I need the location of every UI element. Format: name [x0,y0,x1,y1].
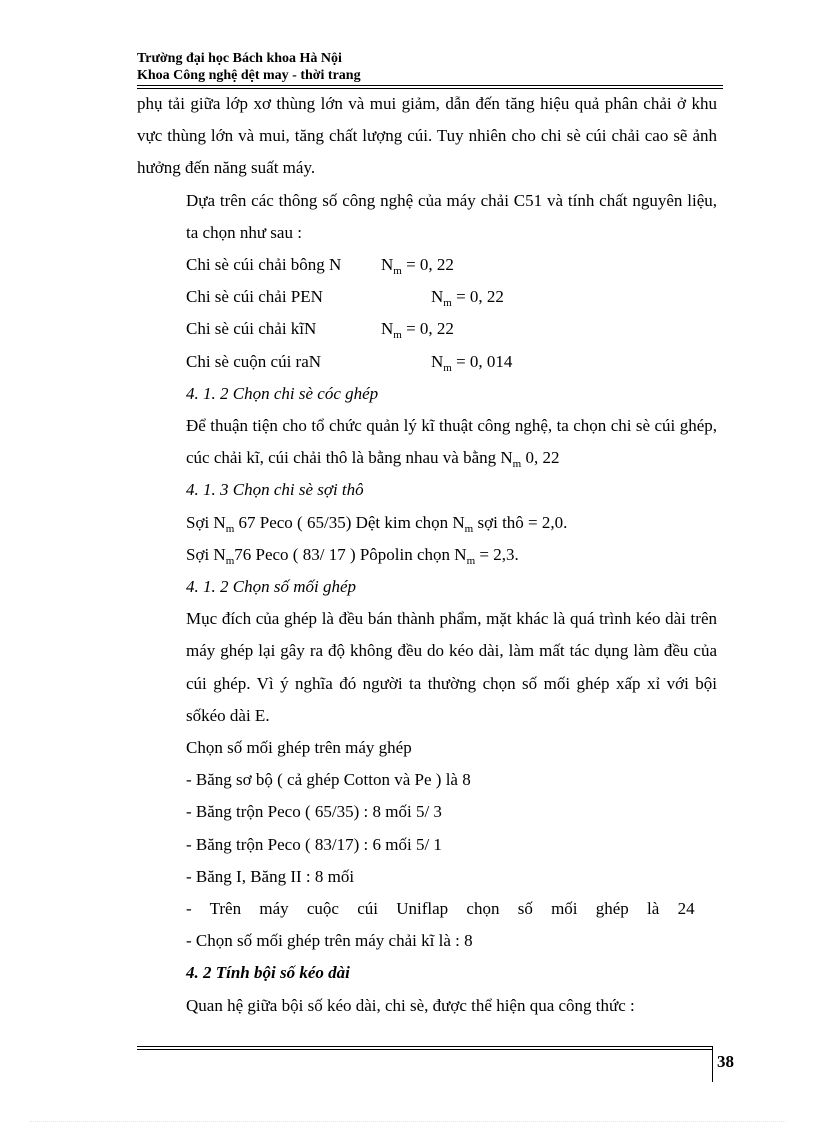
spec-value: = 0, 22 [456,287,504,307]
list-item: - Băng trộn Peco ( 83/17) : 6 mối 5/ 1 [186,834,442,854]
list-item: - Băng trộn Peco ( 65/35) : 8 mối 5/ 3 [186,802,442,822]
list-item: - Băng sơ bộ ( cả ghép Cotton và Pe ) là 8 [186,770,471,790]
spec-label: Chi sè cúi chải PEN [186,287,323,307]
yarn-row-1: Sợi $N_m$ 67 Peco ( 65/35) Dệt kim chọn $N_m$ sợi thô = 2,0. [186,512,568,535]
spec-label: Chi sè cúi chải kĩN [186,319,317,339]
header-rule-top [137,85,723,86]
paragraph-convenience: Để thuận tiện cho tổ chức quản lý kĩ thuật công nghệ, ta chọn chi sè cúi ghép, cúc chải kĩ, cúi chải thô là bằng nhau và bằng $N_m$ 0, 22 [186,416,717,471]
footer-rule-bottom [137,1049,713,1050]
paragraph-parameters: Dựa trên các thông số công nghệ của máy chải C51 và tính chất nguyên liệu, ta chọn như sau : [186,190,717,242]
spec-row-cotton: Chi sè cúi chải bông N $N_m = 0$, 22 [137,249,717,281]
list-item: - Chọn số mối ghép trên máy chải kĩ là : 8 [186,931,473,951]
header-faculty: Khoa Công nghệ dệt may - thời trang [137,68,361,83]
page-number: 38 [717,1052,734,1071]
spec-label: Chi sè cuộn cúi raN [186,351,322,371]
section-heading-4-1-2-doubling: 4. 1. 2 Chọn số mối ghép [186,577,356,597]
paragraph-load: phụ tải giữa lớp xơ thùng lớn và mui giảm, dẫn đến tăng hiệu quả phân chải ở khu vực thùng lớn và mui, tăng chất lượng cúi. Tuy nhiên cho chi sè cúi chải cao sẽ ảnh hưởng đến năng suất máy. [137,94,717,178]
page-edge-dotted-line [30,1121,786,1122]
list-item: - Trên máy cuộc cúi Uniflap chọn số mối ghép là 24 [186,899,695,919]
paragraph-purpose: Mục đích của ghép là đều bán thành phẩm, mặt khác là quá trình kéo dài trên máy ghép lại gây ra độ không đều do kéo dài, làm mất tác dụng làm đều của cúi ghép. Vì ý nghĩa đó người ta thường chọn số mối ghép xấp xỉ với bội sốkéo dài E. [186,609,717,725]
spec-row-pe: Chi sè cúi chải PEN $N_m = 0$, 22 [137,281,717,313]
spec-value: = 0, 22 [406,255,454,275]
section-heading-4-1-3: 4. 1. 3 Chọn chi sè sợi thô [186,480,364,500]
header-university: Trường đại học Bách khoa Hà Nội [137,51,342,66]
spec-row-lap: Chi sè cuộn cúi raN $N_m = 0$, 014 [137,346,717,378]
page-body [137,88,717,1022]
page-number-divider [712,1046,713,1082]
paragraph-relation: Quan hệ giữa bội số kéo dài, chi sè, được thể hiện qua công thức : [186,995,635,1015]
list-item: - Băng I, Băng II : 8 mối [186,866,355,886]
spec-value: = 0, 22 [406,319,454,339]
spec-row-combed: Chi sè cúi chải kĩN $N_m = 0$, 22 [137,313,717,345]
page-header [137,50,723,84]
section-heading-4-1-2: 4. 1. 2 Chọn chi sè cóc ghép [186,383,379,403]
spec-label: Chi sè cúi chải bông N [186,255,342,275]
yarn-row-2: Sợi $N_m76$ Peco ( 83/ 17 ) Pôpolin chọn $N_m = 2,3$. [186,544,519,567]
footer-rule-top [137,1046,713,1047]
section-heading-4-2: 4. 2 Tính bội số kéo dài [186,963,350,983]
choose-title: Chọn số mối ghép trên máy ghép [186,738,412,758]
spec-value: = 0, 014 [451,351,513,371]
